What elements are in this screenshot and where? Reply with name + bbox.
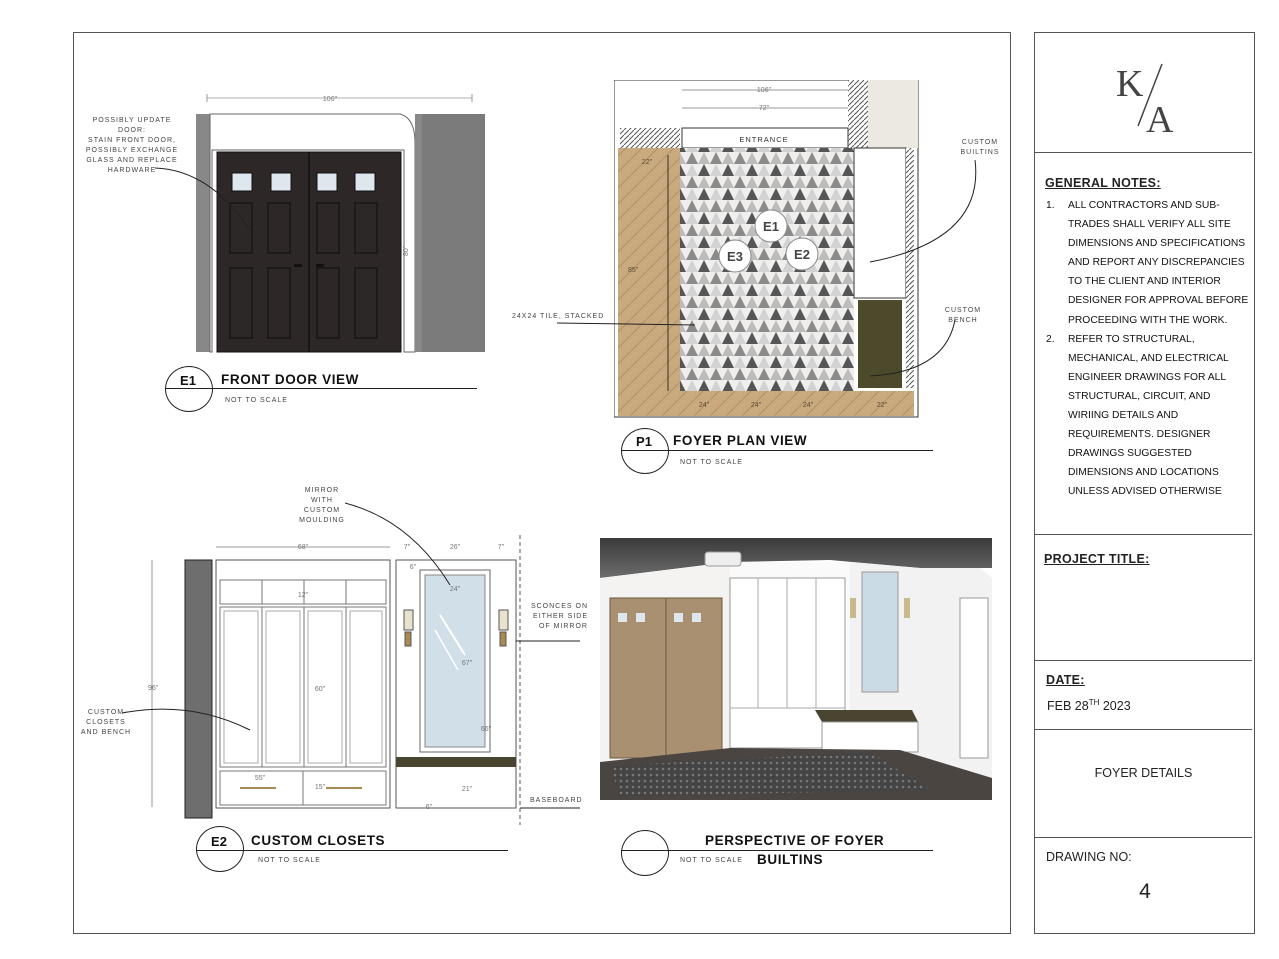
date-year: 2023 <box>1099 699 1131 714</box>
plan-dim-side: 22" <box>641 159 653 166</box>
general-notes-list <box>1043 196 1253 502</box>
dim-height-96: 96" <box>148 685 159 692</box>
e1-scale: NOT TO SCALE <box>225 397 288 404</box>
drawing-no-label: DRAWING NO: <box>1046 850 1132 864</box>
persp-scale: NOT TO SCALE <box>680 857 743 864</box>
e2-tag: E2 <box>211 834 227 849</box>
persp-tag-circle <box>621 830 669 876</box>
note-text: REFER TO STRUCTURAL, MECHANICAL, AND ELECTRICAL ENGINEER DRAWINGS FOR ALL STRUCTURAL, CIRCUIT, AND WIRIING DETAILS AND REQUIREMENTS. DESIGNER DRAWINGS SUGGESTED DIMENSIONS AND LOCATIONS UNLESS ADVISED OTHERWISE <box>1068 333 1229 498</box>
tb-divider-5 <box>1035 837 1252 838</box>
project-title-label: PROJECT TITLE: <box>1044 552 1150 566</box>
sheet-name: FOYER DETAILS <box>1094 766 1193 780</box>
bench-note: CUSTOM BENCH <box>944 307 982 324</box>
persp-title-line2: BUILTINS <box>757 852 824 867</box>
dim-gap-right: 7" <box>497 544 505 551</box>
dim-overall: 106" <box>322 96 338 103</box>
note-text: ALL CONTRACTORS AND SUB-TRADES SHALL VERIFY ALL SITE DIMENSIONS AND SPECIFICATIONS AND REPORT ANY DISCREPANCIES TO THE CLIENT AND INTERIOR DESIGNER FOR APPROVAL BEFORE PROCEEDING WITH THE WORK. <box>1068 200 1249 326</box>
tb-divider-2 <box>1035 534 1252 535</box>
tb-divider-3 <box>1035 660 1252 661</box>
note-item <box>1043 330 1253 502</box>
bubble-e1: E1 <box>763 219 779 234</box>
date-suffix: TH <box>1088 698 1100 707</box>
dim-mirror-2: 66" <box>480 726 492 733</box>
plan-dim-depth: 85" <box>628 267 639 274</box>
foyer-perspective-render <box>600 538 992 800</box>
tile-note: 24X24 TILE, STACKED <box>512 313 605 320</box>
builtins-note: CUSTOM BUILTINS <box>960 139 1000 156</box>
general-notes-heading: GENERAL NOTES: <box>1045 176 1161 190</box>
entrance-label: ENTRANCE <box>739 135 789 144</box>
tb-divider-1 <box>1035 152 1252 153</box>
e1-rule-short <box>165 388 211 389</box>
e1-title: FRONT DOOR VIEW <box>221 372 359 387</box>
e2-scale: NOT TO SCALE <box>258 857 321 864</box>
e1-rule <box>211 388 477 389</box>
e2-title: CUSTOM CLOSETS <box>251 833 386 848</box>
dim-gap-left: 7" <box>403 544 411 551</box>
plan-dim-tile-1: 24" <box>698 402 710 409</box>
door-note: POSSIBLY UPDATE DOOR: STAIN FRONT DOOR, POSSIBLY EXCHANGE GLASS AND REPLACE HARDWARE <box>85 117 179 174</box>
dim-base: 6" <box>425 804 433 811</box>
plan-dim-overall: 106" <box>756 87 772 94</box>
plan-dim-tile-2: 24" <box>750 402 762 409</box>
date-label: DATE: <box>1046 673 1085 687</box>
door-leader <box>150 160 260 235</box>
plan-dim-tile-3: 24" <box>802 402 814 409</box>
dim-drawer-2: 15" <box>314 784 326 791</box>
dim-bench-height: 21" <box>461 786 473 793</box>
persp-rule <box>621 850 933 851</box>
dim-mirror: 24" <box>449 586 461 593</box>
dim-top: 12" <box>297 592 309 599</box>
p1-rule <box>621 450 933 451</box>
tb-divider-4 <box>1035 729 1252 730</box>
closet-leaders <box>120 495 590 815</box>
e2-tag-circle <box>196 826 244 872</box>
svg-text:A: A <box>1146 99 1174 136</box>
bubble-e3: E3 <box>727 249 743 264</box>
p1-scale: NOT TO SCALE <box>680 459 743 466</box>
mirror-note: MIRROR WITH CUSTOM MOULDING <box>299 487 345 524</box>
p1-tag: P1 <box>636 434 652 449</box>
note-number: 1. <box>1046 200 1055 211</box>
dim-top-gap: 6" <box>409 564 417 571</box>
p1-title: FOYER PLAN VIEW <box>673 433 808 448</box>
note-item <box>1043 196 1253 330</box>
dim-closets: 68" <box>297 544 309 551</box>
logo <box>1110 56 1190 136</box>
closet-note: CUSTOM CLOSETS AND BENCH <box>80 709 132 736</box>
baseboard-note: BASEBOARD <box>530 797 583 804</box>
dim-doors: 60" <box>314 686 326 693</box>
logo-mark <box>1110 56 1190 136</box>
svg-text:K: K <box>1116 63 1144 105</box>
note-number: 2. <box>1046 333 1055 345</box>
dim-mirror-width: 26" <box>449 544 461 551</box>
plan-dim-bench: 22" <box>876 402 888 409</box>
date-value <box>1047 698 1131 713</box>
dim-mirror-height: 67" <box>461 660 473 667</box>
plan-dim-door: 72" <box>758 105 770 112</box>
plan-leaders <box>555 150 985 390</box>
dim-drawer-1: 55" <box>254 775 266 782</box>
drawing-number: 4 <box>1139 880 1151 903</box>
e1-tag: E1 <box>180 373 196 388</box>
e2-rule <box>196 850 508 851</box>
persp-title-line1: PERSPECTIVE OF FOYER <box>705 833 885 848</box>
sconce-note: SCONCES ON EITHER SIDE OF MIRROR <box>530 603 588 630</box>
bubble-e2: E2 <box>794 247 810 262</box>
dim-height: 80" <box>403 245 410 256</box>
date-day: FEB 28 <box>1047 699 1089 714</box>
